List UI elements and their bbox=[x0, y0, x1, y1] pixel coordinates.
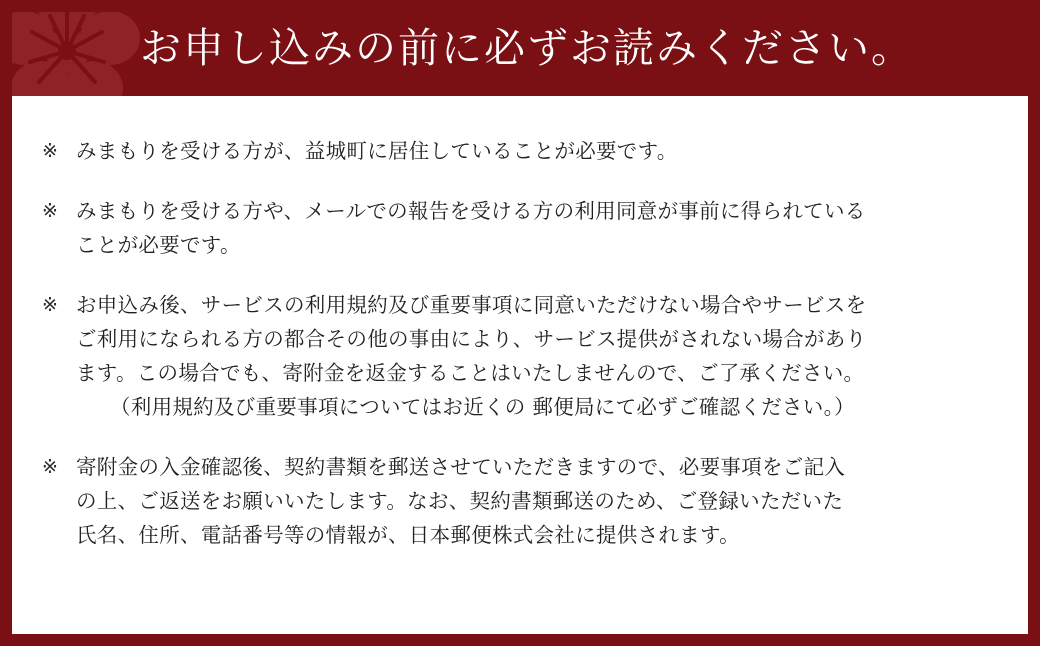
note-line: ます。この場合でも、寄附金を返金することはいたしませんので、ご了承ください。 bbox=[76, 361, 865, 385]
note-text bbox=[76, 450, 998, 552]
plum-blossom-icon bbox=[0, 0, 142, 96]
note-line: みまもりを受ける方や、メールでの報告を受ける方の利用同意が事前に得られている bbox=[76, 199, 866, 223]
note-text bbox=[76, 288, 998, 424]
note-line: の上、ご返送をお願いいたします。なお、契約書類郵送のため、ご登録いただいた bbox=[76, 489, 844, 513]
note-text bbox=[76, 194, 998, 262]
header-bar bbox=[0, 0, 1040, 96]
list-item bbox=[42, 288, 998, 424]
bullet-mark: ※ bbox=[42, 294, 58, 316]
note-line: ことが必要です。 bbox=[76, 233, 241, 257]
bullet-mark: ※ bbox=[42, 456, 58, 478]
note-subline: （利用規約及び重要事項についてはお近くの 郵便局にて必ずご確認ください。） bbox=[110, 395, 855, 419]
notice-body bbox=[12, 96, 1028, 634]
note-line: お申込み後、サービスの利用規約及び重要事項に同意いただけない場合やサービスを bbox=[76, 293, 867, 317]
list-item bbox=[42, 450, 998, 552]
page-title: お申し込みの前に必ずお読みください。 bbox=[140, 24, 914, 72]
note-line: 寄附金の入金確認後、契約書類を郵送させていただきますので、必要事項をご記入 bbox=[76, 455, 846, 479]
note-line: ご利用になられる方の都合その他の事由により、サービス提供がされない場合があり bbox=[76, 327, 867, 351]
bullet-mark: ※ bbox=[42, 200, 58, 222]
note-line: みまもりを受ける方が、益城町に居住していることが必要です。 bbox=[76, 139, 678, 163]
list-item bbox=[42, 134, 998, 168]
note-line: 氏名、住所、電話番号等の情報が、日本郵便株式会社に提供されます。 bbox=[76, 523, 740, 547]
note-text bbox=[76, 134, 998, 168]
list-item bbox=[42, 194, 998, 262]
bullet-mark: ※ bbox=[42, 140, 58, 162]
